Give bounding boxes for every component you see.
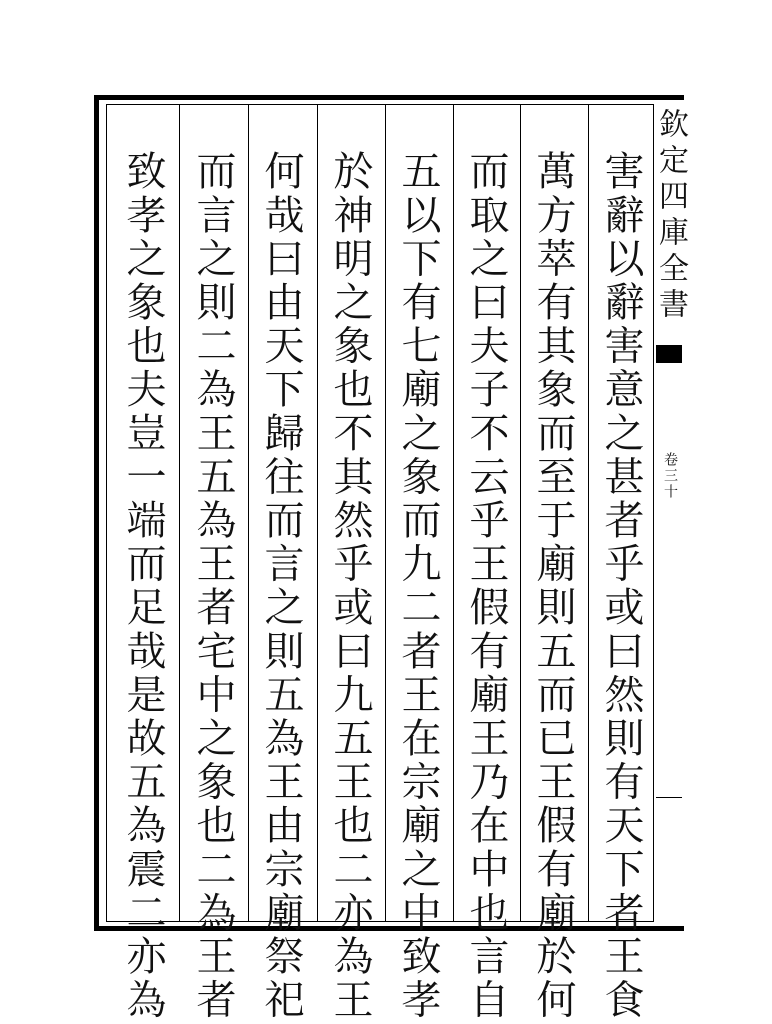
text-column-4: 五以下有七廟之象而九二者王在宗廟之中致孝 — [395, 150, 441, 1022]
column-rule — [248, 104, 249, 922]
text-column-1: 害辭以辭害意之甚者乎或曰然則有天下者王食 — [598, 150, 644, 1022]
text-column-2: 萬方萃有其象而至于廟則五而已王假有廟於何 — [530, 150, 576, 1022]
text-column-5: 於神明之象也不其然乎或曰九五王也二亦為王 — [327, 150, 373, 1022]
text-column-3: 而取之曰夫子不云乎王假有廟王乃在中也言自 — [463, 150, 509, 1022]
column-rule — [520, 104, 521, 922]
column-rule — [179, 104, 180, 922]
text-column-7: 而言之則二為王五為王者宅中之象也二為王者 — [190, 150, 236, 1022]
fishtail-mark — [656, 345, 682, 363]
column-rule — [453, 104, 454, 922]
text-column-8: 致孝之象也夫豈一端而足哉是故五為震二亦為 — [120, 150, 166, 1022]
volume-label: 卷三十 — [662, 452, 678, 500]
column-rule — [385, 104, 386, 922]
text-column-6: 何哉曰由天下歸往而言之則五為王由宗廟祭祀 — [258, 150, 304, 1022]
margin-divider — [656, 797, 682, 798]
column-rule — [588, 104, 589, 922]
column-rule — [317, 104, 318, 922]
book-title: 欽定四庫全書 — [653, 108, 688, 324]
